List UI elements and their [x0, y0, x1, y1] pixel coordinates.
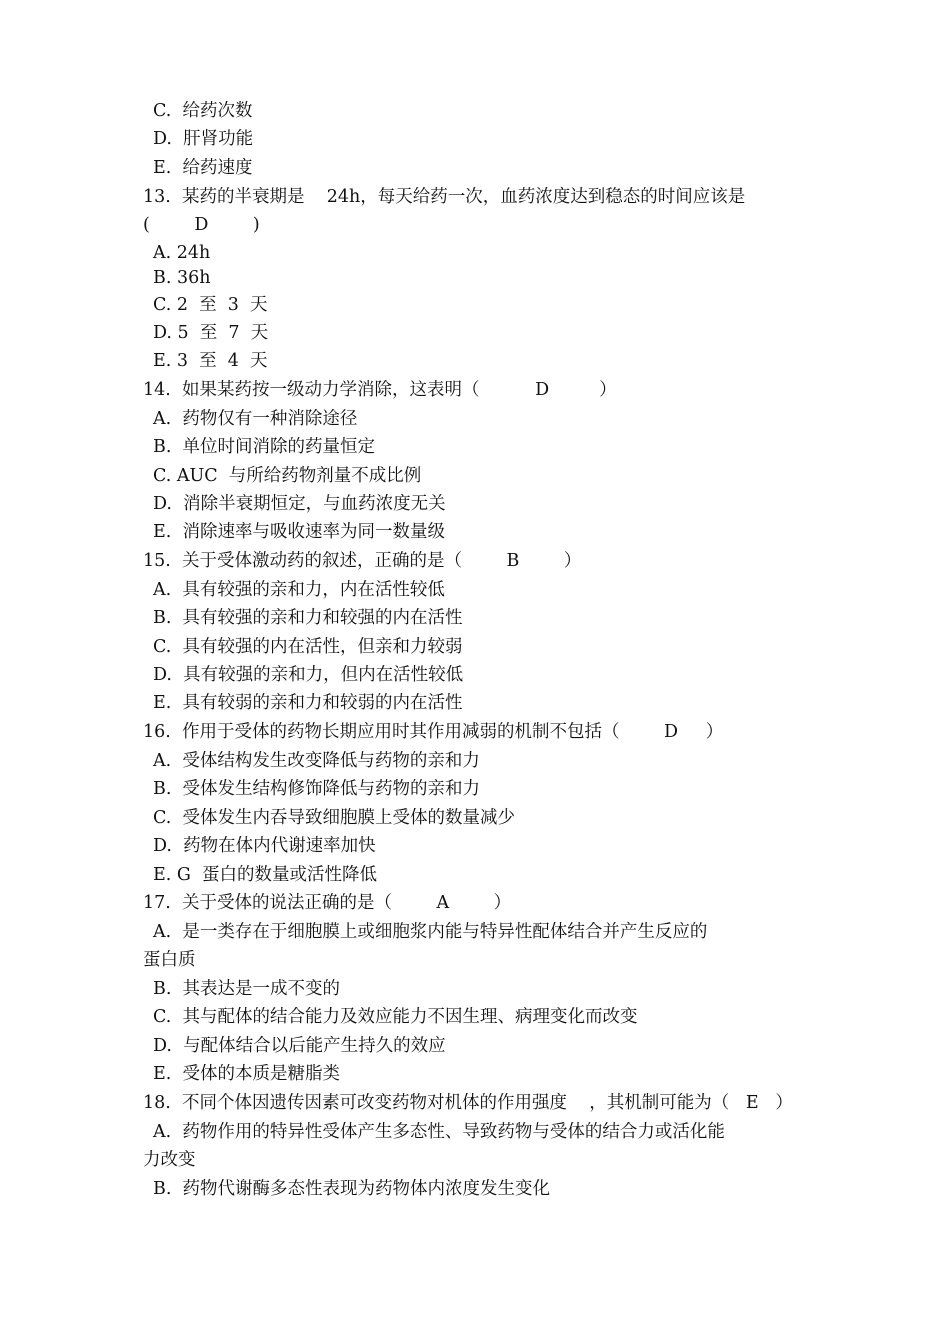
question-18: 18. 不同个体因遗传因素可改变药物对机体的作用强度 ，其机制可能为（ E ）: [143, 1093, 793, 1113]
option-e-line: E. 具有较弱的亲和力和较弱的内在活性: [153, 693, 463, 713]
option-c-line: C. 具有较强的内在活性，但亲和力较弱: [153, 637, 463, 657]
question-17: 17. 关于受体的说法正确的是（ A ）: [143, 893, 512, 913]
option-a-line: A. 24h: [153, 243, 211, 263]
option-c-line: C. 其与配体的结合能力及效应能力不因生理、病理变化而改变: [153, 1007, 638, 1027]
option-a-line: A. 具有较强的亲和力，内在活性较低: [153, 580, 445, 600]
option-a-line: A. 是一类存在于细胞膜上或细胞浆内能与特异性配体结合并产生反应的: [153, 922, 708, 942]
option-b-line: B. 受体发生结构修饰降低与药物的亲和力: [153, 779, 481, 799]
option-e-line: E. 给药速度: [153, 158, 253, 178]
option-b-line: B. 具有较强的亲和力和较强的内在活性: [153, 608, 463, 628]
question-15: 15. 关于受体激动药的叙述，正确的是（ B ）: [143, 551, 582, 571]
option-a-continuation: 蛋白质: [143, 950, 196, 970]
question-14: 14. 如果某药按一级动力学消除，这表明（ D ）: [143, 380, 617, 400]
question-13-answer: ( D ): [143, 215, 260, 235]
option-a-line: A. 受体结构发生改变降低与药物的亲和力: [153, 751, 480, 771]
option-b-line: B. 药物代谢酶多态性表现为药物体内浓度发生变化: [153, 1179, 551, 1199]
question-13: 13. 某药的半衰期是 24h，每天给药一次，血药浓度达到稳态的时间应该是: [143, 187, 746, 207]
option-d-line: D. 消除半衰期恒定，与血药浓度无关: [153, 494, 446, 514]
option-b-line: B. 其表达是一成不变的: [153, 979, 341, 999]
option-c-line: C. 2 至 3 天: [153, 295, 268, 315]
question-16: 16. 作用于受体的药物长期应用时其作用减弱的机制不包括（ D ）: [143, 722, 724, 742]
option-e-line: E. 受体的本质是糖脂类: [153, 1064, 340, 1084]
option-c-line: C. 受体发生内吞导致细胞膜上受体的数量减少: [153, 808, 515, 828]
option-c-line: C. AUC 与所给药物剂量不成比例: [153, 466, 422, 486]
option-d-line: D. 肝肾功能: [153, 129, 254, 149]
option-b-line: B. 单位时间消除的药量恒定: [153, 437, 376, 457]
option-a-line: A. 药物作用的特异性受体产生多态性、导致药物与受体的结合力或活化能: [153, 1122, 725, 1142]
option-e-line: E. 3 至 4 天: [153, 351, 268, 371]
option-e-line: E. 消除速率与吸收速率为同一数量级: [153, 522, 445, 542]
option-a-continuation: 力改变: [143, 1150, 196, 1170]
option-d-line: D. 与配体结合以后能产生持久的效应: [153, 1036, 446, 1056]
option-d-line: D. 具有较强的亲和力，但内在活性较低: [153, 665, 464, 685]
option-a-line: A. 药物仅有一种消除途径: [153, 409, 358, 429]
option-d-line: D. 药物在体内代谢速率加快: [153, 836, 376, 856]
option-d-line: D. 5 至 7 天: [153, 323, 269, 343]
option-b-line: B. 36h: [153, 268, 211, 288]
option-e-line: E. G 蛋白的数量或活性降低: [153, 865, 378, 885]
option-c-line: C. 给药次数: [153, 101, 253, 121]
